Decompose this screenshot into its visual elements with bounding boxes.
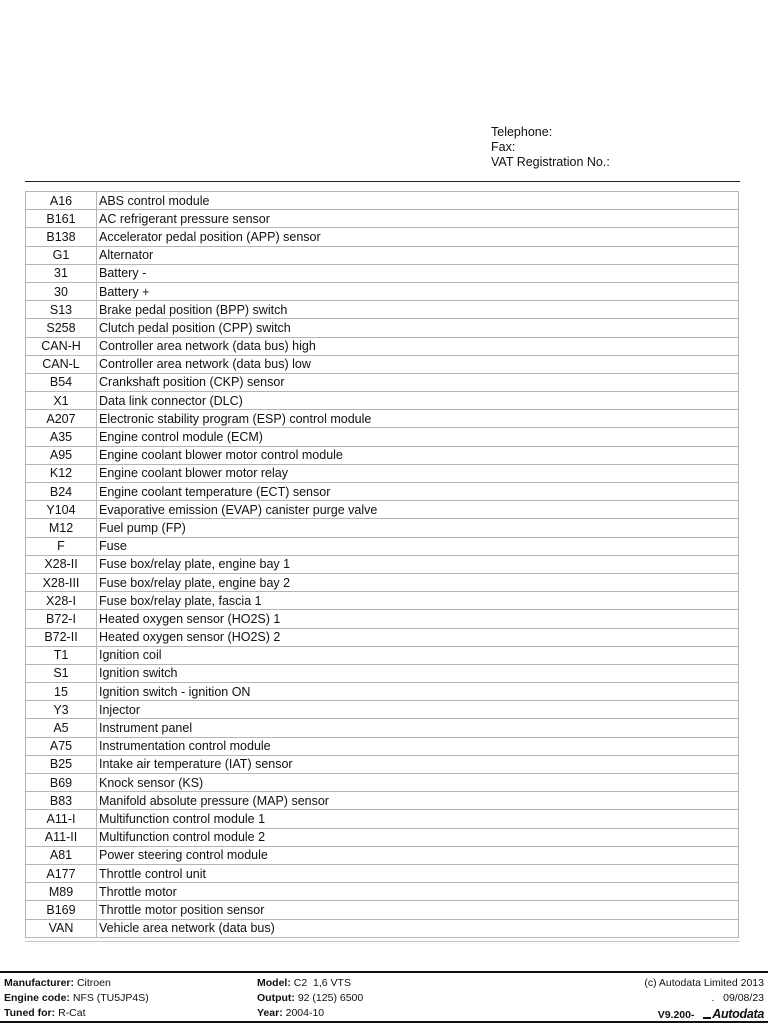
component-description: Controller area network (data bus) low <box>97 355 739 373</box>
component-description: Vehicle area network (data bus) <box>97 919 739 937</box>
tuned-for-value: R-Cat <box>58 1007 86 1019</box>
component-code: K12 <box>26 464 97 482</box>
component-description: Fuel pump (FP) <box>97 519 739 537</box>
legend-row <box>26 446 739 464</box>
component-code: B25 <box>26 755 97 773</box>
component-description: Fuse box/relay plate, engine bay 2 <box>97 573 739 591</box>
legend-row <box>26 410 739 428</box>
component-description: Battery - <box>97 264 739 282</box>
legend-row <box>26 501 739 519</box>
legend-row <box>26 846 739 864</box>
vat-registration-label: VAT Registration No.: <box>491 155 610 169</box>
component-description: Heated oxygen sensor (HO2S) 1 <box>97 610 739 628</box>
legend-row <box>26 210 739 228</box>
component-description: Multifunction control module 2 <box>97 828 739 846</box>
legend-row <box>26 592 739 610</box>
component-code: A207 <box>26 410 97 428</box>
component-description: Instrument panel <box>97 719 739 737</box>
component-description: Engine coolant temperature (ECT) sensor <box>97 483 739 501</box>
legend-row <box>26 628 739 646</box>
component-description: Controller area network (data bus) high <box>97 337 739 355</box>
component-code: A95 <box>26 446 97 464</box>
year-row <box>257 1006 324 1020</box>
component-description: Data link connector (DLC) <box>97 392 739 410</box>
component-code: 31 <box>26 264 97 282</box>
manufacturer-row <box>4 976 111 990</box>
component-code: Y3 <box>26 701 97 719</box>
legend-row <box>26 301 739 319</box>
tuned-for-label: Tuned for: <box>4 1007 56 1019</box>
tuned-for-row <box>4 1006 85 1020</box>
component-code: B161 <box>26 210 97 228</box>
component-code: F <box>26 537 97 555</box>
model-row <box>257 976 351 990</box>
legend-row <box>26 664 739 682</box>
component-code: A75 <box>26 737 97 755</box>
component-code: B24 <box>26 483 97 501</box>
component-code: A177 <box>26 864 97 882</box>
component-code: X28-III <box>26 573 97 591</box>
component-code: A16 <box>26 192 97 210</box>
legend-row <box>26 337 739 355</box>
engine-code-label: Engine code: <box>4 992 70 1004</box>
component-code: B169 <box>26 901 97 919</box>
component-description: Power steering control module <box>97 846 739 864</box>
legend-row <box>26 192 739 210</box>
legend-row <box>26 792 739 810</box>
component-description: Engine control module (ECM) <box>97 428 739 446</box>
component-description: Fuse box/relay plate, engine bay 1 <box>97 555 739 573</box>
component-code: M89 <box>26 883 97 901</box>
component-description: Throttle control unit <box>97 864 739 882</box>
component-description: Ignition coil <box>97 646 739 664</box>
year-label: Year: <box>257 1007 283 1019</box>
legend-row <box>26 919 739 937</box>
footer <box>0 971 768 1023</box>
legend-row <box>26 264 739 282</box>
component-code: CAN-H <box>26 337 97 355</box>
component-code: A5 <box>26 719 97 737</box>
legend-row <box>26 683 739 701</box>
component-code: X28-I <box>26 592 97 610</box>
fax-label: Fax: <box>491 140 516 154</box>
component-code: A81 <box>26 846 97 864</box>
legend-row <box>26 228 739 246</box>
component-legend-table <box>25 191 739 938</box>
component-code: Y104 <box>26 501 97 519</box>
output-row <box>257 991 363 1005</box>
legend-row <box>26 719 739 737</box>
legend-row <box>26 519 739 537</box>
component-code: B69 <box>26 774 97 792</box>
component-description: Accelerator pedal position (APP) sensor <box>97 228 739 246</box>
component-description: Knock sensor (KS) <box>97 774 739 792</box>
component-description: Throttle motor position sensor <box>97 901 739 919</box>
autodata-logo <box>703 1007 764 1021</box>
legend-row <box>26 373 739 391</box>
print-date: . 09/08/23 <box>711 992 764 1004</box>
header-divider <box>25 181 740 182</box>
component-description: Manifold absolute pressure (MAP) sensor <box>97 792 739 810</box>
component-description: Fuse <box>97 537 739 555</box>
component-code: 15 <box>26 683 97 701</box>
component-code: M12 <box>26 519 97 537</box>
model-value: C2 1,6 VTS <box>293 977 351 989</box>
component-description: Multifunction control module 1 <box>97 810 739 828</box>
component-description: Crankshaft position (CKP) sensor <box>97 373 739 391</box>
legend-row <box>26 573 739 591</box>
component-code: B138 <box>26 228 97 246</box>
component-description: Electronic stability program (ESP) control module <box>97 410 739 428</box>
version-text: V9.200- <box>657 1009 695 1021</box>
legend-row <box>26 392 739 410</box>
component-description: Ignition switch - ignition ON <box>97 683 739 701</box>
component-code: X1 <box>26 392 97 410</box>
telephone-label: Telephone: <box>491 125 553 139</box>
component-code: B72-II <box>26 628 97 646</box>
manufacturer-label: Manufacturer: <box>4 977 75 989</box>
component-code: S13 <box>26 301 97 319</box>
legend-row <box>26 701 739 719</box>
legend-row <box>26 319 739 337</box>
component-code: A11-II <box>26 828 97 846</box>
version-logo-row <box>658 1006 764 1020</box>
component-description: Engine coolant blower motor control module <box>97 446 739 464</box>
output-value: 92 (125) 6500 <box>297 992 364 1004</box>
component-code: B83 <box>26 792 97 810</box>
logo-text: Autodata <box>712 1007 764 1021</box>
output-label: Output: <box>257 992 295 1004</box>
legend-row <box>26 646 739 664</box>
component-code: B54 <box>26 373 97 391</box>
copyright-text: (c) Autodata Limited 2013 <box>644 977 764 989</box>
legend-row <box>26 810 739 828</box>
component-code: T1 <box>26 646 97 664</box>
manufacturer-value: Citroen <box>76 977 111 989</box>
legend-row <box>26 737 739 755</box>
component-description: Battery + <box>97 282 739 300</box>
legend-row <box>26 355 739 373</box>
logo-slash-icon <box>703 1006 711 1019</box>
component-code: VAN <box>26 919 97 937</box>
component-code: 30 <box>26 282 97 300</box>
legend-row <box>26 282 739 300</box>
component-description: Alternator <box>97 246 739 264</box>
component-code: G1 <box>26 246 97 264</box>
legend-body <box>26 192 739 938</box>
legend-row <box>26 246 739 264</box>
component-description: Engine coolant blower motor relay <box>97 464 739 482</box>
component-description: AC refrigerant pressure sensor <box>97 210 739 228</box>
contact-block <box>491 125 610 170</box>
component-description: Heated oxygen sensor (HO2S) 2 <box>97 628 739 646</box>
component-code: A11-I <box>26 810 97 828</box>
component-description: Intake air temperature (IAT) sensor <box>97 755 739 773</box>
component-description: Throttle motor <box>97 883 739 901</box>
legend-row <box>26 555 739 573</box>
component-description: ABS control module <box>97 192 739 210</box>
component-code: A35 <box>26 428 97 446</box>
table-bottom-divider <box>25 941 740 942</box>
legend-row <box>26 610 739 628</box>
component-description: Ignition switch <box>97 664 739 682</box>
legend-row <box>26 428 739 446</box>
component-code: S258 <box>26 319 97 337</box>
component-description: Instrumentation control module <box>97 737 739 755</box>
legend-row <box>26 483 739 501</box>
legend-row <box>26 901 739 919</box>
component-description: Clutch pedal position (CPP) switch <box>97 319 739 337</box>
legend-row <box>26 828 739 846</box>
engine-code-row <box>4 991 149 1005</box>
component-description: Evaporative emission (EVAP) canister purge valve <box>97 501 739 519</box>
legend-row <box>26 464 739 482</box>
model-label: Model: <box>257 977 291 989</box>
engine-code-value: NFS (TU5JP4S) <box>72 992 149 1004</box>
legend-row <box>26 537 739 555</box>
component-code: X28-II <box>26 555 97 573</box>
legend-row <box>26 774 739 792</box>
component-code: CAN-L <box>26 355 97 373</box>
legend-row <box>26 755 739 773</box>
legend-row <box>26 864 739 882</box>
year-value: 2004-10 <box>285 1007 325 1019</box>
component-description: Brake pedal position (BPP) switch <box>97 301 739 319</box>
component-code: B72-I <box>26 610 97 628</box>
component-description: Fuse box/relay plate, fascia 1 <box>97 592 739 610</box>
component-code: S1 <box>26 664 97 682</box>
component-description: Injector <box>97 701 739 719</box>
legend-row <box>26 883 739 901</box>
